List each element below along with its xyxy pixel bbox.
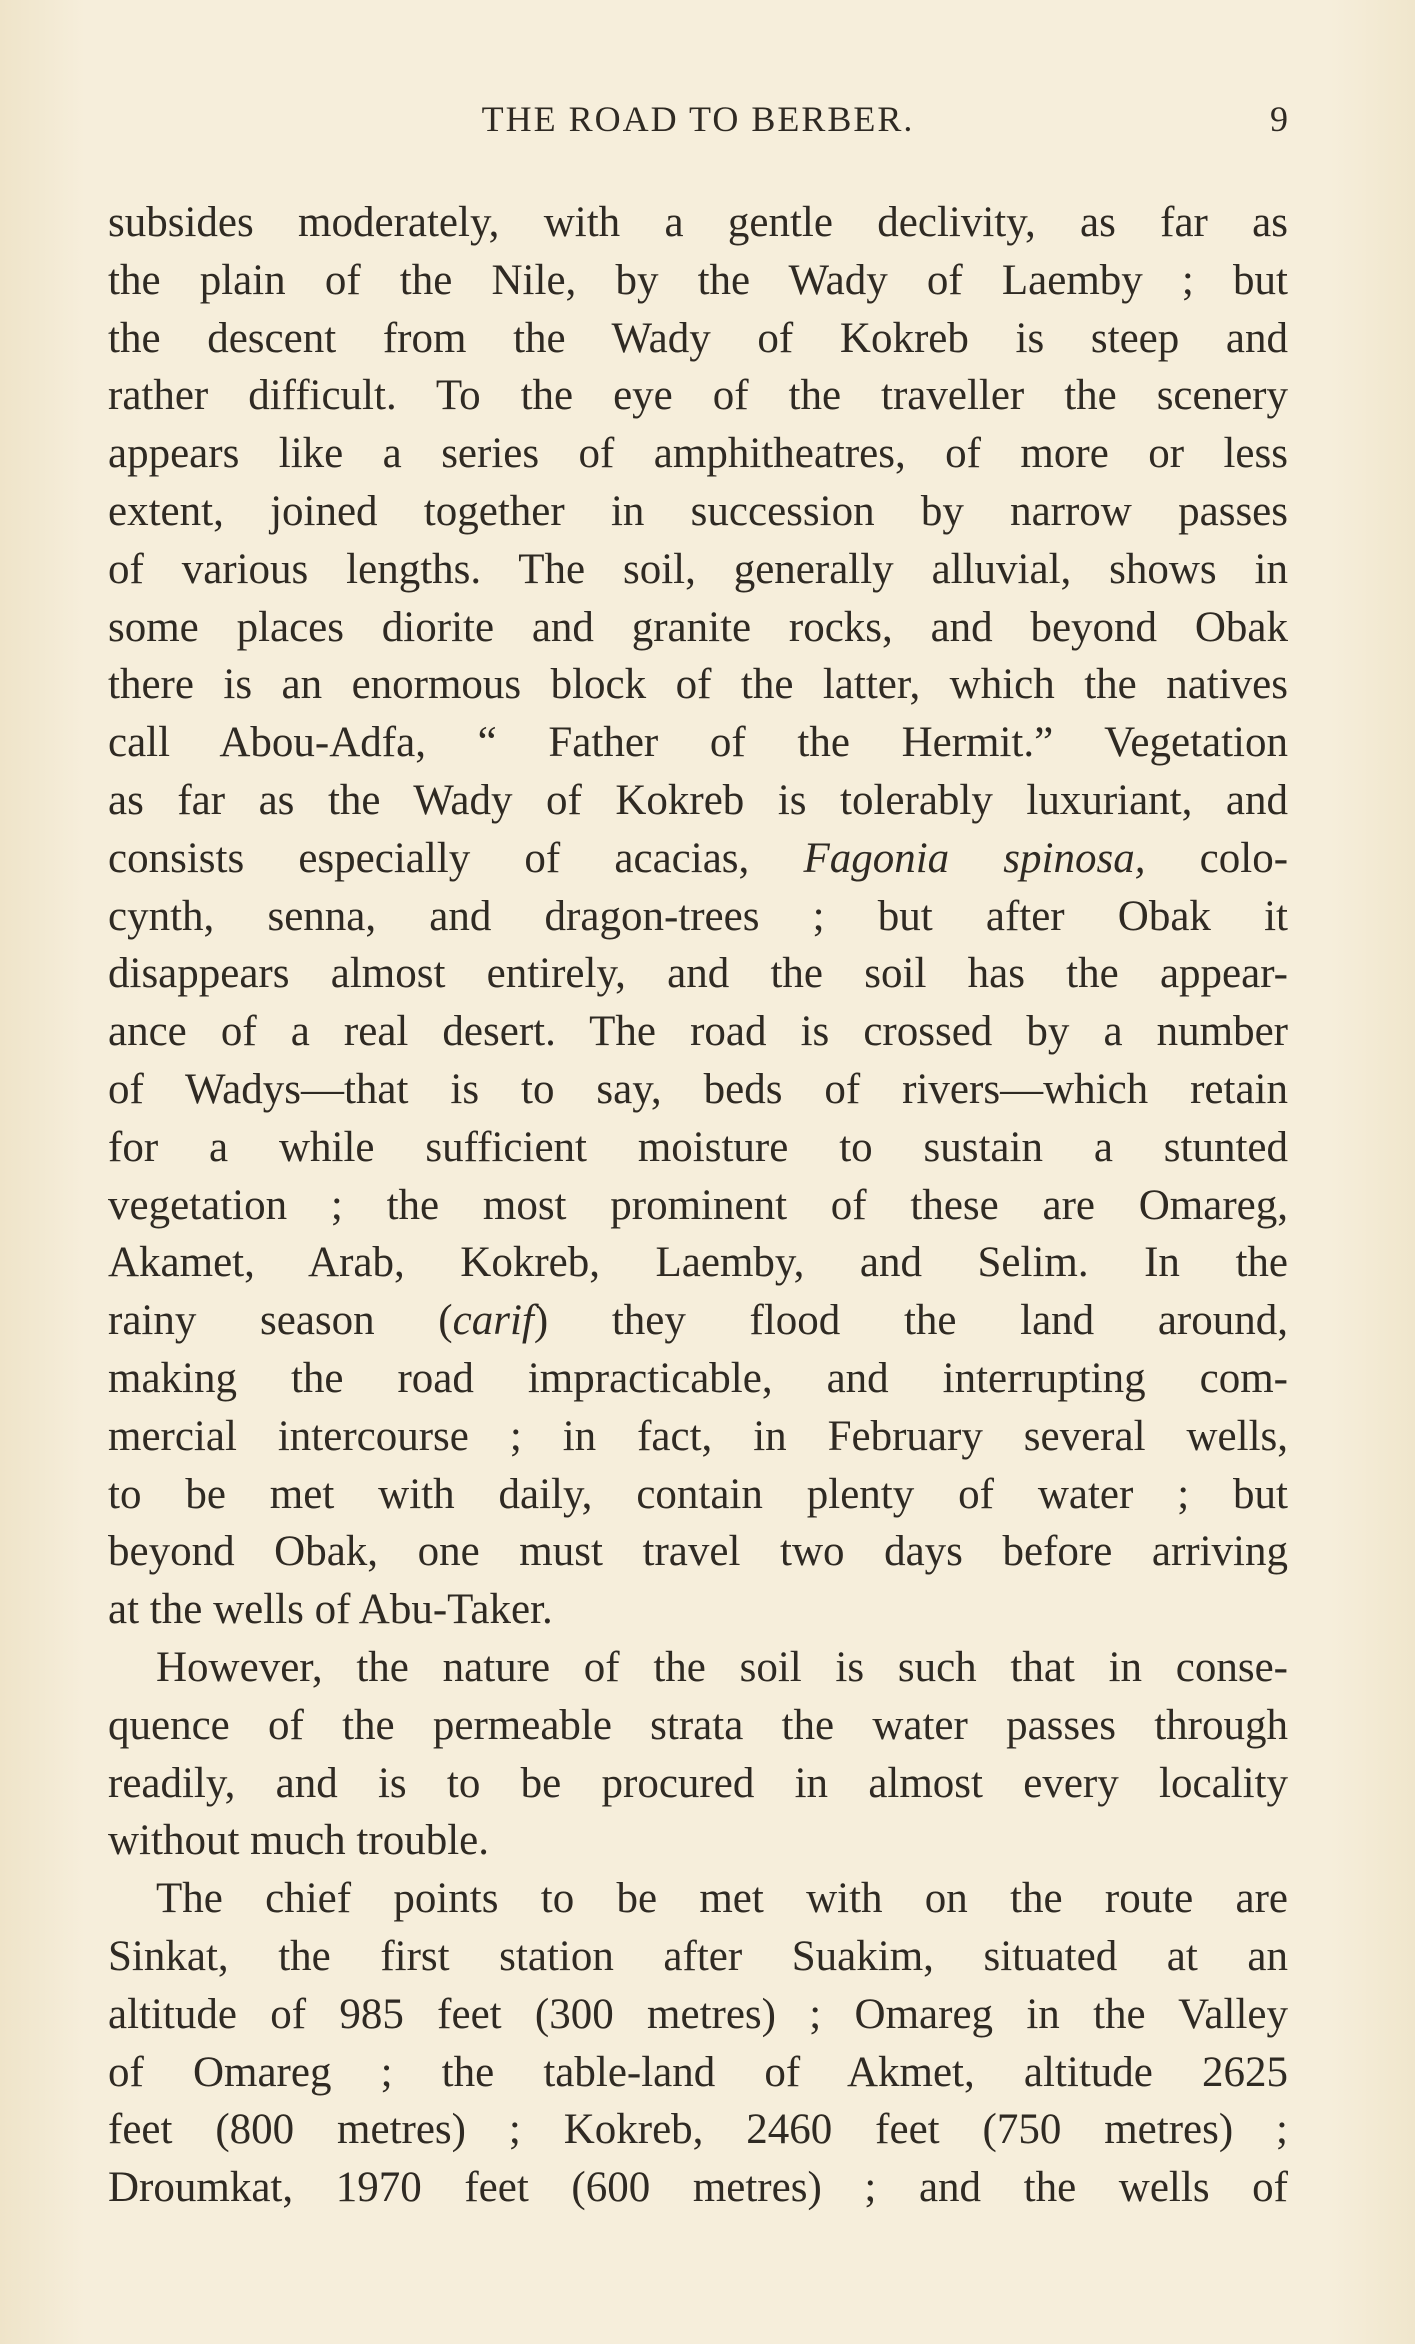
text-line: of Wadys—that is to say, beds of rivers—which retain: [108, 1065, 1288, 1113]
text-run: colo-: [1199, 834, 1289, 882]
page-number: 9: [1270, 99, 1288, 139]
text-line: readily, and is to be procured in almost every locality: [108, 1759, 1288, 1807]
text-line: call Abou-Adfa, “ Father of the Hermit.” Vegetation: [108, 719, 1288, 767]
text-line: rather difficult. To the eye of the traveller the scenery: [108, 372, 1288, 420]
body-text: [108, 194, 1288, 2217]
text-line: ance of a real desert. The road is crossed by a number: [108, 1008, 1288, 1056]
text-line: cynth, senna, and dragon-trees ; but after Obak it: [108, 892, 1288, 940]
text-run: ) they flood the land around,: [533, 1297, 1288, 1345]
italic-term: carif: [452, 1297, 534, 1345]
text-line: to be met with daily, contain plenty of water ; but: [108, 1470, 1288, 1518]
text-line: Sinkat, the first station after Suakim, situated at an: [108, 1932, 1288, 1980]
text-line: at the wells of Abu-Taker.: [108, 1586, 553, 1634]
text-line: making the road impracticable, and interrupting com-: [108, 1354, 1288, 1402]
text-line: without much trouble.: [108, 1817, 489, 1865]
text-run: consists especially of acacias,: [108, 834, 750, 882]
text-line: mercial intercourse ; in fact, in February several wells,: [108, 1412, 1288, 1460]
text-line: feet (800 metres) ; Kokreb, 2460 feet (750 metres) ;: [108, 2106, 1288, 2154]
text-line-mixed: [108, 1292, 1288, 1350]
text-line: for a while sufficient moisture to sustain a stunted: [108, 1123, 1288, 1171]
italic-term: Fagonia spinosa,: [803, 834, 1146, 882]
text-line: the descent from the Wady of Kokreb is steep and: [108, 314, 1288, 362]
text-line: Akamet, Arab, Kokreb, Laemby, and Selim. In the: [108, 1239, 1288, 1287]
running-title: THE ROAD TO BERBER.: [481, 99, 915, 139]
text-line: Droumkat, 1970 feet (600 metres) ; and the wells of: [108, 2164, 1288, 2212]
text-line: some places diorite and granite rocks, and beyond Obak: [108, 603, 1288, 651]
text-line: as far as the Wady of Kokreb is tolerably luxuriant, and: [108, 776, 1288, 824]
paragraph-start: The chief points to be met with on the route are: [156, 1875, 1288, 1923]
text-line: altitude of 985 feet (300 metres) ; Omareg in the Valley: [108, 1990, 1288, 2038]
text-line: vegetation ; the most prominent of these are Omareg,: [108, 1181, 1288, 1229]
text-line: of various lengths. The soil, generally alluvial, shows in: [108, 545, 1288, 593]
text-line: appears like a series of amphitheatres, of more or less: [108, 430, 1288, 478]
text-run: rainy season (: [108, 1297, 453, 1345]
text-line: extent, joined together in succession by narrow passes: [108, 487, 1288, 535]
text-line-mixed: [108, 830, 1288, 888]
text-line: disappears almost entirely, and the soil has the appear-: [108, 950, 1288, 998]
text-line: the plain of the Nile, by the Wady of Laemby ; but: [108, 256, 1288, 304]
text-line: beyond Obak, one must travel two days before arriving: [108, 1528, 1288, 1576]
text-line: there is an enormous block of the latter, which the natives: [108, 661, 1288, 709]
text-line: of Omareg ; the table-land of Akmet, altitude 2625: [108, 2048, 1288, 2096]
paragraph-start: However, the nature of the soil is such that in conse-: [156, 1643, 1288, 1691]
text-line: quence of the permeable strata the water passes through: [108, 1701, 1288, 1749]
text-line: subsides moderately, with a gentle declivity, as far as: [108, 199, 1288, 246]
running-head: [108, 98, 1288, 158]
